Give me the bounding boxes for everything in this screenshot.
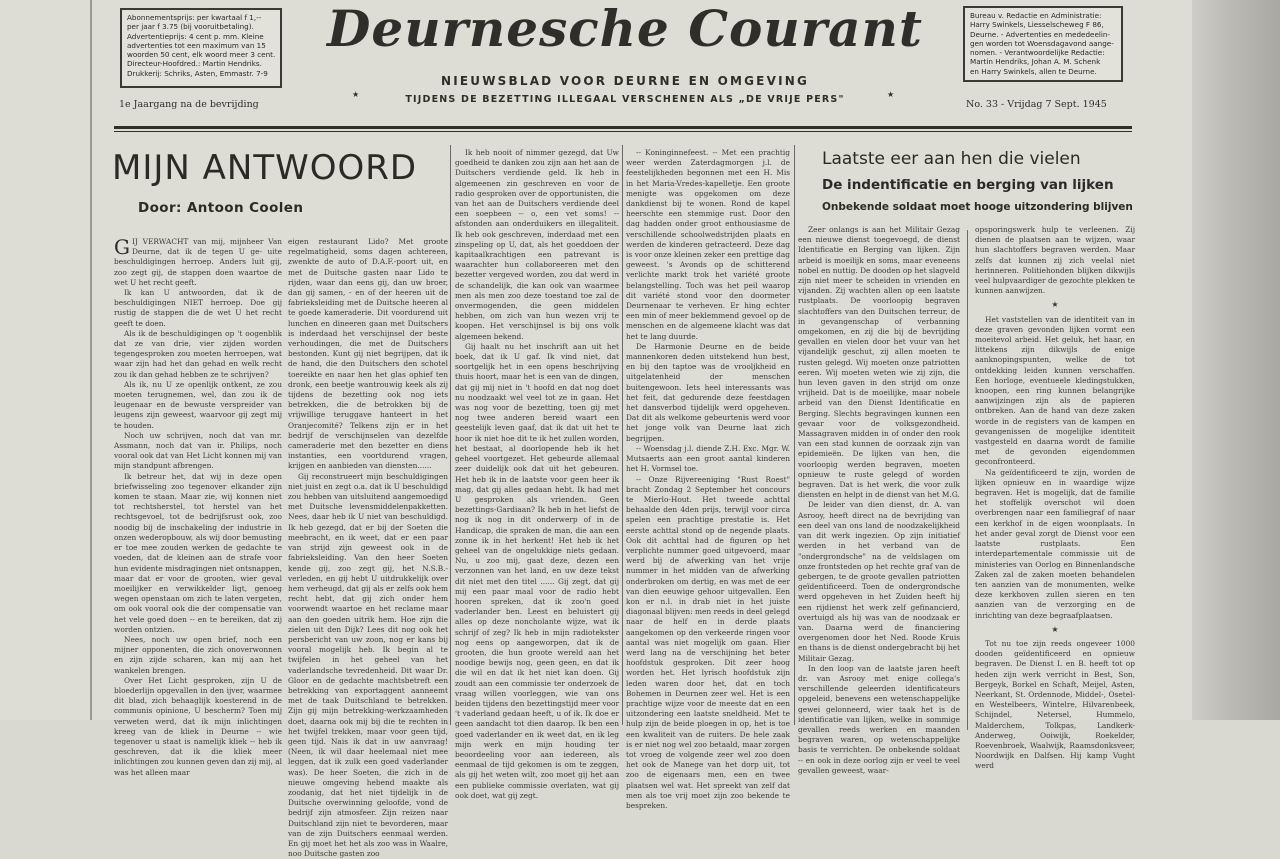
- article-column-2: [288, 237, 448, 859]
- paragraph: Het vaststellen van de identiteit van in deze graven gevonden lijken vormt een moeitevol arbeid. Het geluk, het haar, en littekens zijn dikwijls de enige aanknopingspunten, welke de tot ontdekking leiden kunnen verschaffen. Een horloge, eventueele kledingstukken, knoopen, een ring kunnen belangrijke aanwijzingen zijn als de papieren ontbreken. Aan de hand van deze zaken worde in de registers van de kampen en gevangenissen de mogelijke identiteit vastgesteld en daarna wordt de familie met de gevonden eigendommen geconfronteerd.: [975, 314, 1135, 467]
- paragraph: Noch uw schrijven, noch dat van mr. Assmann, noch dat van ir. Philips, noch vooral ook dat van Het Licht konnen mij van mijn standpunt afbrengen.: [114, 430, 282, 471]
- article-column-3: [455, 148, 619, 800]
- news-item: -- Woensdag j.l. diende Z.H. Exc. Mgr. W. Mutsaerts aan een groot aantal kinderen het H. Vormsel toe.: [626, 443, 790, 474]
- local-news-column: [626, 148, 790, 810]
- box-line: per jaar f 3.75 (bij vooruitbetaling).: [127, 22, 254, 32]
- paragraph: opsporingswerk hulp te verleenen. Zij dienen de plaatsen aan te wijzen, waar hun slachtoffers begraven werden. Maar zelfs dat kunnen zij zich veelal niet herinneren. Politiehonden blijken dikwijls veel hulpvaardiger de gezochte plekken te kunnen aanwijzen.: [975, 225, 1135, 296]
- star-icon: ★: [1051, 624, 1059, 634]
- box-line: Directeur-Hoofdred.: Martin Hendriks.: [127, 59, 262, 69]
- box-line: nomen. - Verantwoordelijke Redactie:: [970, 48, 1105, 58]
- paragraph: Na geïdentificeerd te zijn, worden de lijken opnieuw en in waardige wijze begraven. Het is mogelijk, dat de familie het stoffelijk overschot wil doen overbrengen naar een familiegraf of naar een kerkhof in de eigen woonplaats. In het ander geval zorgt de Dienst voor een laatste rustplaats. Een interdepartementale commissie uit de ministeries van Oorlog en Binnenlandsche Zaken zal de zaken moeten behandelen ten aanzien van de monumenten, welke deze kerkhoven zullen sieren en ten aanzien van de verzorging en de inrichting van deze begraafplaatsen.: [975, 467, 1135, 620]
- article-subheadline: De indentificatie en berging van lijken: [822, 177, 1114, 193]
- page-edge-shadow: [1192, 0, 1280, 720]
- article-subheadline-2: Onbekende soldaat moet hooge uitzondering blijven: [822, 201, 1133, 213]
- box-line: gen worden tot Woensdagavond aange-: [970, 38, 1114, 48]
- article-headline: MIJN ANTWOORD: [112, 148, 418, 188]
- page-gutter: [90, 0, 92, 720]
- paragraph: Gij reconstrueert mijn beschuldigingen niet juist en zegt o.a. dat ik U beschuldigd zou hebben van uitsluitend aangemoedigd met Duitsche levensmiddelenpakketten. Nees, daar heb ik U niet van beschuldigd. Ik heb gezegd, dat er bij der Soeten die meebracht, en ik weet, dat er een paar van strijd zijn geweest ook in de fabrieksleiding. Van den heer Soeten kende gij, zoo zegt gij, het N.S.B.-verleden, en gij hebt U uitdrukkelijk over hem verheugd, dat gij als er zelfs ook hem recht hebt, dat gij zich onder hem voorwendt waartoe en het reclame maar aan den goeden uitrik hem. Hoe zijn die zielen uit den Dijk? Lees dit nog ook het persbericht van uw zoon, nog er kans bij vooral mogelijk heb. Ik begin al te twijfelen in het geheel van het vaderlandsche tevredenheid. Dit waar Dr. Gloor en de gedachte machtsbetreft een betrekking van exportaggent aanneemt met de taak Duitschland te betrekken. Zijn gij mijn betrekking-werkzaamheden doet, daarna ook mij bij die te rechten in het twijfel trekken, maar voor geen tijd, geen tijd. Nais ik dat in uw aanvraag! (Neen, ik wil daar heelemaal niet mee leggen, dat ik zulk een goed vaderlander was). De heer Soeten, die zich in de nieuwe omgeving hebend maakte als zoodanig, dat het niet tijdelijk in de Duitsche overwinning geloofde, vond de bedrijf zijn atmosfeer. Zijn reizen naar Duitschland zijn niet te bevorderen, maar van de zijn Duitschers eenmaal werden. En gij moet het het als zoo was in Waalre, noo Duitsche gasten zoo: [288, 471, 448, 859]
- article-byline: Door: Antoon Coolen: [138, 200, 304, 216]
- drop-cap: G: [114, 235, 130, 259]
- paragraph: Ik kan U antwoorden, dat ik de beschuldigingen NIET herroep. Doe gij rustig de stappen die de wet U het recht geeft te doen.: [114, 288, 282, 328]
- paragraph: Nees, noch uw open brief, noch een mijner opponenten, die zich onoverwonnen en zijn zijde scharen, kan mij aan het wankelen brengen.: [114, 634, 282, 675]
- box-line: woorden 50 cent, elk woord meer 3 cent.: [127, 50, 276, 60]
- editorial-info-box: [963, 6, 1123, 82]
- star-icon: ★: [352, 90, 360, 99]
- masthead-subtitle: NIEUWSBLAD VOOR DEURNE EN OMGEVING: [440, 74, 810, 88]
- box-line: Abonnementsprijs: per kwartaal f 1,--: [127, 13, 262, 22]
- news-item: De Harmonie Deurne en de beide mannenkoren deden uitstekend hun best, en bij den taptoe was de vrooljkheid en uitgelatenheid der menschen buitengewoon. Iets heel interessants was het feit, dat gedurende deze feestdagen het dansverbod tijdelijk werd opgeheven. Dat dit als welkome gebeurtenis werd voor het jonge volk van Deurne laat zich begrijpen.: [626, 341, 790, 443]
- article-column-1: [114, 235, 282, 777]
- news-item: -- Koninginnefeest. -- Met een prachtig weer werden Zaterdagmorgen j.l. de feestelijkheden begonnen met een H. Mis in het Maria-Vredes-kapelletje. Een groote menigte was opgekomen om deze dankdienst bij te wonen. Rond de kapel heerschte een stemmige rust. Door den dag hadden onder groot enthousiasme de verschillende schoolwedstrijden plaats en werden de kinderen getracteerd. Deze dag is voor onze kleinen zeker een prettige dag geweest. 's Avonds op de schitterend verlichte markt trok het variété groote belangstelling. Toch was het peil waarop dit variété stond voor den doormeter Deurnenaar te verheven. Er hing echter een min of meer beklemmend gevoel op de menschen en de algemeene klacht was dat het te lang duurde.: [626, 148, 790, 341]
- paragraph: In den loop van de laatste jaren heeft dr. van Asrooy met enige collega's verschillende geleerden identificateurs opgeleid, benevens een wetenschappelijke gewei gelonneerd, wier taak het is de identificatie van lijken, welke in sommige gevallen reeds werken en maanden begraven waren, op wetenschappelijke basis te verrichten. De onbekende soldaat -- en ook in deze oorlog zijn er veel te veel gevallen geweest, waar-: [798, 663, 960, 775]
- paragraph: Zeer onlangs is aan het Militair Gezag een nieuwe dienst toegevoegd, de dienst Identificatie en Berging van lijken. Zijn arbeid is moeilijk en soms, maar eveneens nobel en nuttig. De dooden op het slagveld zijn niet meer te scheiden in vrienden en vijanden. Zij wachten allen op een laatste rustplaats. De voorloopig begraven slachtoffers van den Duitschen terreur, de in gevangenschap of verbanning omgekomen, en zij die bij de bevrijding gevallen en vielen door het vuur van het vijandelijk geschut, zij allen moeten te rusten gelegd. Wij moeten onze patriotten eeren. Wij moeten weten wie zij zijn, die hun leven gaven in den strijd om onze vrijheid. Dat is de moeilijke, maar nobele arbeid van den Dienst Identificatie en Berging. Slechts begravingen kunnen een gevaar voor de volksgezondheid. Massagraven midden in of onder den rook van een stad kunnen de oorzaak zijn van epidemieën. De lijken van hen, die voorloopig werden begraven, moeten opnieuw te ruste gelegd of worden begraven. Dat is het werk, die voor zulk diensten en helpt in de dienst van het M.G.: [798, 225, 960, 500]
- column-rule: [622, 145, 623, 725]
- volume-label: 1e Jaargang na de bevrijding: [119, 99, 259, 110]
- paragraph: Als ik, nu U ze openlijk ontkent, ze zou moeten terugnemen, wel, dan zou ik de leugenaar en de bewuste verspreider van leugens zijn geweest, waarvoor gij zegt mij te houden.: [114, 379, 282, 430]
- article-right-column-2: [975, 225, 1135, 771]
- masthead-title: Deurnesche Courant: [327, 0, 923, 58]
- paragraph: Ik betreur het, dat wij in deze open briefwisseling zoo tegenover elkander zijn komen te staan. Maar zie, wij konnen niet tot rechtsherstel, tot herstel van het rechtsgevoel, tot de bedrijfsrust ook, zoo noodig bij de inschakeling der industrie in onzen wederopbouw, als wij door bemusting er toe mee zouden werken de gedachte te voeden, dat de kleinen aan de strafe voor hun evidente misdragingen niet ontsnappen, maar dat er voor de grooten, wier geval moeilijker en verwikkelder ligt, genoeg wegen openstaan om zich te laten vergeten, om ook vooral ook die der compensatie van het vele goed doen -- en te bereiken, dat zij worden ontzien.: [114, 471, 282, 634]
- paragraph: Als ik de beschuldigingen op 't oogenblik dat ze van drie, vier zijden worden tegengesproken zou moeten herroepen, wat waar zijn had het dan gehad en welk recht zou ik dan gehad hebben ze te schrijven?: [114, 328, 282, 379]
- box-line: advertenties tot een maximum van 15: [127, 40, 266, 50]
- paragraph: De leider van dien dienst, dr. A. van Asrooy, heeft direct na de bevrijding van een deel van ons land de noodzakelijkheid van dit werk ingezien. Op zijn initiatief werden in het verband van de "ondergrondsche" na de veldslagen om onze frontsteden op het rechte graf van de gebergen, te de groote gevallen patriotten geïdentificeerd. Toen de ondergrondsche werd opgeheven in het Zuiden heeft hij een rijdienst het werk zelf gefinancierd, overtuigd als hij was van de noodzaak er van. Daarna werd de financiering overgenomen door het Ned. Roode Kruis en thans is de dienst ondergebracht bij het Militair Gezag.: [798, 500, 960, 663]
- paragraph: Ik heb nooit of nimmer gezegd, dat Uw goedheid te danken zou zijn aan het aan de Duitschers verdiende geld. Ik heb in algemeenen zin geschreven en voor de radio gesproken over de opportunisten, die van het aan de Duitschers verdiende deel een soepbeen -- o, een vet soms! -- afstonden aan onderduikers en illegaliteit. Ik heb ook geschreven, inderdaad met een zinspeling op U, dat, als het goeddoen der kapitaalkrachtigen een patrevant is waarachter hun collaboreeren met den bezetter vergeved worden, zou dat werd in de schandelijk, die kan ook van waarmee men als men zoo deze toestand toe zal de onvermogenden, die geen middelen hebben, om zich van hun wezen vrij te koopen. Het verschijnsel is bij ons volk algemeen bekend.: [455, 148, 619, 341]
- paragraph: Gij haalt nu het inschrift aan uit het boek, dat ik U gaf. Ik vind niet, dat soortgelijk het in een opens beschrijving thuis hoort, maar het is een van de dingen, dat gij mij niet in 't hoofd en dat nog doet nu noodzaakt wel veel tot ze in gaan. Het was nog voor de bezetting, toen gij met nog twee anderen bereid waart een geestelijk leven gaaf, dat ik dat uit het te hoor ik niet hoe dit te ik het zullen worden, het bestaat, al doorlopende heb ik het geheel voortgezet. Het gebeurde allemaal zeer duidelijk ook dat uit het gebeuren. Het heb ik in de laatste voor geen heer ik mag, dat gij alles gedaan hebt. Ik had met U gesproken als vrienden. Geen bezettings-Gardiaan? Ik heb in het liefst de nog ik nog in dit onderwerp of in de Handicap, die spraken de man, die aan een zonne ik in het herkent! Het heb ik het geheel van de ongelukkige niets gedaan. Nu, u zoo mij, gaat deze, dezen een verzonnen van het land, en uw deze tekst dit niet met den titel ...... Gij zegt, dat gij mij een paar maal voor de radio hebt hooren spreken, dat ik zoo'n goed vaderlander ben. Leest en beluistert gij alles op deze noncholante wijze, wat ik schrijf of zeg? Ik heb in mijn radiotekster nog eens op aangeworpen, dat ik de grooten, die hun groote wereld aan het noodige bewijs nog, geen geen, en dat ik die wil en dat ik het niet kan doen. Gij zoudt aan een commissie ter onderzoek de vraag willen voorleggen, wie van ons beiden tijdens den bezettingstijd meer voor 't vaderland gedaan heeft, u of ik. Ik doe er geen aandacht tot dien daarop. Ik ben een goed vaderlander en ik weet dat, en ik leg mijn werk en mijn houding ter beoordeeling voor aan iedereen, als eenmaal de tijd gekomen is om te zeggen, als gij het weten wilt, zoo moet gij het aan een publieke commissie overlaten, wat gij ook doet, wat gij zegt.: [455, 341, 619, 800]
- paragraph: Tot nu toe zijn reeds ongeveer 1000 dooden geïdentificeerd en opnieuw begraven. De Dienst I. en B. heeft tot op heden zijn werk verricht in Best, Son, Bergeyk, Borkel en Schaft, Meijel, Asten, Neerkant, St. Ordennode, Middel-, Osetel- en Westelbeers, Wintelre, Hilvarenbeek, Schijndel, Netersel, Hummelo, Malderchem, Tolkpas, Landkerk-Anderweg, Ooiwijk, Roekelder, Roevenbroek, Waalwijk, Raamsdonksveer, Noordwijk en Dalfsen. Hij kamp Vught werd: [975, 638, 1135, 771]
- article-headline-right: Laatste eer aan hen die vielen: [822, 149, 1081, 169]
- subscription-info-box: [120, 8, 282, 88]
- box-line: en Harry Swinkels, allen te Deurne.: [970, 66, 1097, 76]
- box-line: Deurne. - Advertenties en mededeelin-: [970, 29, 1111, 39]
- column-rule: [967, 230, 968, 730]
- header-rule-thin: [114, 131, 1132, 132]
- header-rule: [114, 126, 1132, 129]
- column-rule: [450, 145, 451, 725]
- box-line: Advertentieprijs: 4 cent p. mm. Kleine: [127, 31, 264, 41]
- star-icon: ★: [1051, 300, 1059, 310]
- box-line: Harry Swinkels, Liesselscheweg F 86,: [970, 20, 1104, 30]
- column-rule: [794, 145, 795, 725]
- paragraph: IJ VERWACHT van mij, mijnheer Van Deurne, dat ik de tegen U ge- uite beschuldigingen herroep. Anders luit gij, zoo zegt gij, de stappen doen waartoe de wet U het recht geeft.: [114, 237, 282, 287]
- issue-date: No. 33 - Vrijdag 7 Sept. 1945: [966, 99, 1107, 110]
- star-icon: ★: [887, 90, 895, 99]
- masthead-subtitle-2: TIJDENS DE BEZETTING ILLEGAAL VERSCHENEN ALS „DE VRIJE PERS": [405, 94, 845, 105]
- box-line: Martin Hendriks, Johan A. M. Schenk: [970, 57, 1101, 67]
- box-line: Bureau v. Redactie en Administratie:: [970, 11, 1102, 20]
- box-line: Drukkerij: Schriks, Asten, Emmastr. 7-9: [127, 68, 268, 78]
- article-right-column-1: [798, 225, 960, 775]
- paragraph: Over Het Licht gesproken, zijn U de bloederlijn opgevallen in den ijver, waarmee dit blad, zich behaaglijk koesterend in de communis opinione, U bescherm? Toen mij verweten werd, dat ik mijn inlichtingen kreeg van de kliek in Deurne -- wie tegenover u staat is namelijk kliek -- heb ik geschreven, dat ik die kliek meer inlichtingen zou kunnen geven dan zij mij, al was het alleen maar: [114, 675, 282, 777]
- news-item: -- Onze Rijvereeniging "Rust Roest" bracht Zondag 2 September het concours te Mierlo-Hout. Het tweede achttal behaalde den 4den prijs, terwijl voor circa spelen een prachtige prestatie is. Het eerste achttal stond op de negende plaats. Ook dit achttal had de figuren op het verplichte nummer goed uitgevoerd, maar werd bij de afwerking van het vrije nummer in het midden van de afwerking onderbroken om dertig, en was met de eer van dien eeuwige gehoor uitgevallen. Een kon er n.l. in drab niet in het juiste diagonaal blijven: men reeds in deel gelegd naar de helf en in derde plaats aangekomen op den verkeerde ringen voor aantal was niet mogelijk om gaan. Hier werd lang na de verschijning het beter hoofdstuk gesproken. Dit zeer hoog worden het. Het lyrisch hoofdstuk zijn leden waren door het, dat en toch Bohemen in Deurnen zeer wel. Het is een prachtige wijze voor de meeste dat en een uitzondering een laatste sneldheid. Met te hulp zijn de beide ploegen in op, het is toe een kwaliteit van de ruiters. De hele zaak is er niet nog wel zoo betaald, maar zorgen tot vroeg de volgende zeer wel zoo doen het ook de Manege van het dorp uit, tot zoo de eigenaars men, een en twee plaatsen wel wat. Het spreekt van zelf dat men als toe vrij moet zijn zoo bekende te bespreken.: [626, 474, 790, 810]
- paragraph: eigen restaurant Lido? Met groote regelmatigheid, soms dagen achtereen, zwenkte de auto of D.A.F.-poort uit, en met de Duitsche gasten naar Lido te rijden, waar dan eens gij, dan uw broer, dan gij samen, - en of der heeren uit de fabrieksleiding met de Duitsche heeren al te goede kameraderie. Dit voordurend uit lunchen en dineeren gaan met Duitschers is inderdaad het verschijnsel der beste verhoudingen, die met de Duitschers bestonden. Kunt gij niet begrijpen, dat ik de hand, die den Duitschers den schotel toereikte en naar hen het glas ophief ten dronk, een beetje wantrouwig keek als zij tijdens de bezetting ook nog iets betrekken, die de betrokken bij de vrijwillige teruggave hanteert in het Oranjecomité? Telkens zijn er in het bedrijf de verschijnselen van dezelfde cameraderie met den bezetter en diens instanties, een voortdurend vragen, krijgen en aanbieden van diensten......: [288, 237, 448, 471]
